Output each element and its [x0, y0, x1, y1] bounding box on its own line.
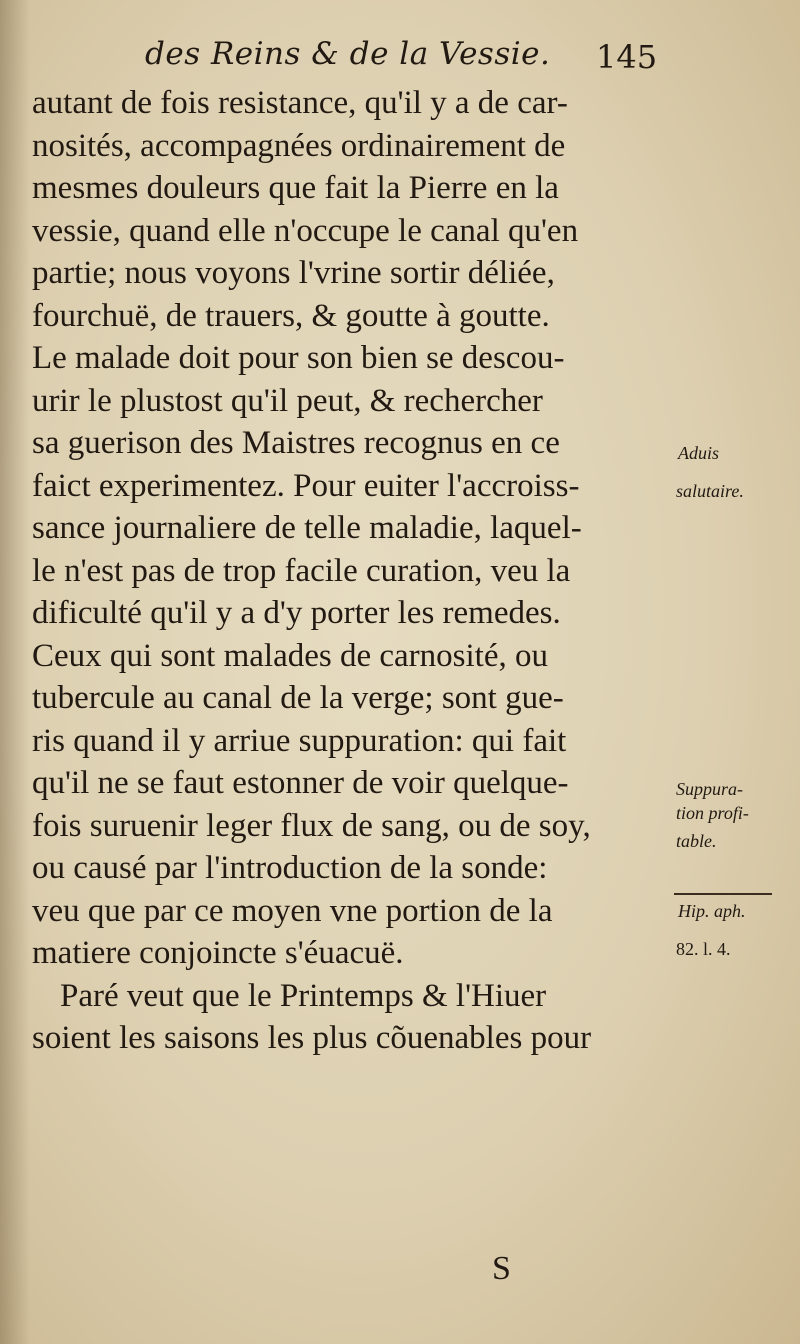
text-line: urir le plustost qu'il peut, & rechercher	[32, 382, 543, 419]
text-line: Ceux qui sont malades de carnosité, ou	[32, 637, 548, 674]
body-text	[32, 82, 672, 1060]
text-line: nosités, accompagnées ordinairement de	[32, 127, 566, 164]
text-line: dificulté qu'il y a d'y porter les remedes.	[32, 595, 561, 631]
margin-note-hippocrates: Hip. aph.	[678, 901, 746, 921]
text-line: soient les saisons les plus cõuenables pour	[32, 1020, 592, 1056]
text-line: ris quand il y arriue suppuration: qui fait	[32, 722, 567, 759]
margin-note-aduis: Aduis	[678, 443, 720, 463]
margin-rule	[674, 893, 772, 895]
text-line: Le malade doit pour son bien se descou-	[32, 340, 565, 376]
text-line: fois suruenir leger flux de sang, ou de soy,	[32, 807, 591, 844]
running-head: des Reins & de la Vessie.	[145, 36, 551, 72]
gutter-shadow	[0, 0, 30, 1344]
text-line: mesmes douleurs que fait la Pierre en la	[32, 170, 559, 206]
text-line: fourchuë, de trauers, & goutte à goutte.	[32, 297, 550, 334]
text-line: faict experimentez. Pour euiter l'accroiss-	[32, 467, 580, 504]
text-line: sance journaliere de telle maladie, laquel-	[32, 510, 582, 546]
text-line: autant de fois resistance, qu'il y a de car-	[32, 85, 568, 121]
margin-note-table: table.	[676, 831, 717, 851]
margin-note-profitable: tion profi-	[676, 803, 749, 823]
signature-mark: S	[492, 1250, 511, 1287]
margin-note-suppuration: Suppura-	[676, 779, 743, 799]
text-line: veu que par ce moyen vne portion de la	[32, 892, 553, 929]
margin-note-salutaire: salutaire.	[676, 481, 744, 501]
text-line: vessie, quand elle n'occupe le canal qu'en	[32, 212, 579, 249]
text-line: matiere conjoincte s'éuacuë.	[32, 935, 404, 971]
text-line: ou causé par l'introduction de la sonde:	[32, 850, 548, 886]
text-line: tubercule au canal de la verge; sont gue-	[32, 680, 564, 716]
page-number: 145	[596, 38, 658, 76]
text-line: le n'est pas de trop facile curation, veu la	[32, 552, 571, 589]
text-line: partie; nous voyons l'vrine sortir déliée,	[32, 255, 555, 291]
text-line: sa guerison des Maistres recognus en ce	[32, 425, 560, 461]
text-line: qu'il ne se faut estonner de voir quelque-	[32, 765, 569, 801]
text-line: Paré veut que le Printemps & l'Hiuer	[60, 977, 547, 1014]
margin-note-aphorism-ref: 82. l. 4.	[676, 939, 731, 959]
